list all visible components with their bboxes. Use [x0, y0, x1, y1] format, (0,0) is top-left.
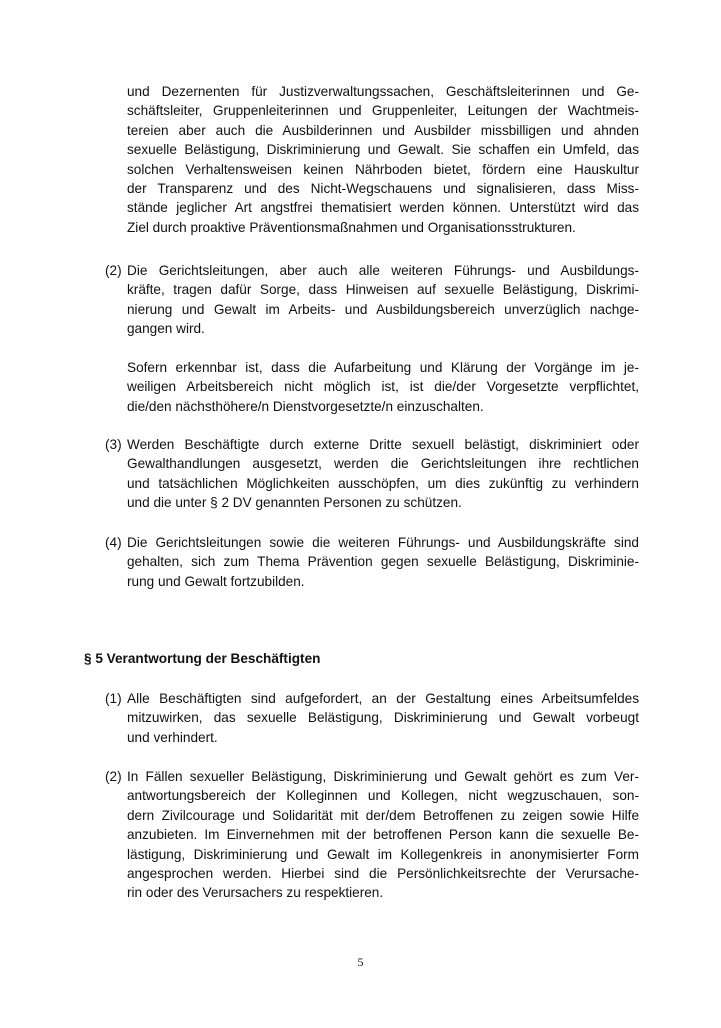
section-heading: § 5 Verantwortung der Beschäftigten [84, 651, 321, 666]
section5-item1-paragraph [127, 689, 639, 747]
text-line: tereien aber auch die Ausbilderinnen und Ausbilder missbilligen und ahnden [127, 122, 639, 138]
item-number: (1) [105, 691, 122, 706]
text-line: weiligen Arbeitsbereich nicht möglich ist, ist die/der Vorgesetzte verpflichtet, [127, 379, 639, 395]
text-line: Ziel durch proaktive Präventionsmaßnahmen und Organisationsstrukturen. [127, 219, 576, 235]
text-line: gehalten, sich zum Thema Prävention gegen sexuelle Belästigung, Diskriminie- [127, 554, 639, 570]
text-line: rung und Gewalt fortzubilden. [127, 573, 305, 589]
item-number: (3) [105, 437, 122, 452]
text-line: Werden Beschäftigte durch externe Dritte sexuell belästigt, diskriminiert oder [127, 437, 639, 452]
text-line: nierung und Gewalt im Arbeits- und Ausbildungsbereich unverzüglich nachge- [127, 301, 639, 317]
text-line: solchen Verhaltensweisen keinen Nährboden bietet, fördern eine Hauskultur [127, 161, 639, 177]
text-line: In Fällen sexueller Belästigung, Diskriminierung und Gewalt gehört es zum Ver- [127, 769, 639, 784]
text-line: anzubieten. Im Einvernehmen mit der betroffenen Person kann die sexuelle Be- [127, 827, 639, 843]
section4-item2-subparagraph [127, 358, 639, 416]
text-line: rin oder des Verursachers zu respektieren. [127, 885, 384, 901]
text-line: gangen wird. [127, 321, 205, 337]
text-line: der Transparenz und des Nicht-Wegschauens und signalisieren, dass Miss- [127, 181, 639, 197]
text-line: die/den nächsthöhere/n Dienstvorgesetzte/n einzuschalten. [127, 398, 484, 414]
text-line: und tatsächlichen Möglichkeiten ausschöpfen, um dies zukünftig zu verhindern [127, 475, 639, 491]
text-line: mitzuwirken, das sexuelle Belästigung, Diskriminierung und Gewalt vorbeugt [127, 710, 639, 726]
section4-item2-paragraph [127, 261, 639, 339]
text-line: und verhindert. [127, 729, 218, 745]
text-line: und Dezernenten für Justizverwaltungssachen, Geschäftsleiterinnen und Ge- [127, 84, 639, 99]
text-line: antwortungsbereich der Kolleginnen und Kollegen, nicht wegzuschauen, son- [127, 788, 639, 804]
text-line: Die Gerichtsleitungen, aber auch alle weiteren Führungs- und Ausbildungs- [127, 263, 639, 278]
text-line: Gewalthandlungen ausgesetzt, werden die Gerichtsleitungen ihre rechtlichen [127, 456, 639, 472]
item-number: (4) [105, 535, 122, 550]
text-line: dern Zivilcourage und Solidarität mit der/dem Betroffenen zu zeigen sowie Hilfe [127, 807, 639, 823]
item-number: (2) [105, 769, 122, 784]
item-number: (2) [105, 263, 122, 278]
text-line: stände jeglicher Art angstfrei thematisiert werden können. Unterstützt wird das [127, 200, 639, 216]
text-line: angesprochen werden. Hierbei sind die Persönlichkeitsrechte der Verursache- [127, 866, 639, 882]
text-line: lästigung, Diskriminierung und Gewalt im Kollegenkreis in anonymisierter Form [127, 846, 639, 862]
text-line: schäftsleiter, Gruppenleiterinnen und Gruppenleiter, Leitungen der Wachtmeis- [127, 103, 639, 119]
text-line: Die Gerichtsleitungen sowie die weiteren Führungs- und Ausbildungskräfte sind [127, 535, 639, 550]
text-line: sexuelle Belästigung, Diskriminierung und Gewalt. Sie schaffen ein Umfeld, das [127, 142, 639, 158]
section4-item3-paragraph [127, 435, 639, 513]
section4-item4-paragraph [127, 533, 639, 591]
intro-paragraph [127, 82, 639, 237]
text-line: und die unter § 2 DV genannten Personen zu schützen. [127, 495, 462, 511]
text-line: kräfte, tragen dafür Sorge, dass Hinweisen auf sexuelle Belästigung, Diskrimi- [127, 282, 639, 298]
text-line: Alle Beschäftigten sind aufgefordert, an der Gestaltung eines Arbeitsumfeldes [127, 691, 639, 706]
text-line: Sofern erkennbar ist, dass die Aufarbeitung und Klärung der Vorgänge im je- [127, 360, 639, 375]
section5-item2-paragraph [127, 767, 639, 903]
page-number: 5 [357, 955, 364, 969]
